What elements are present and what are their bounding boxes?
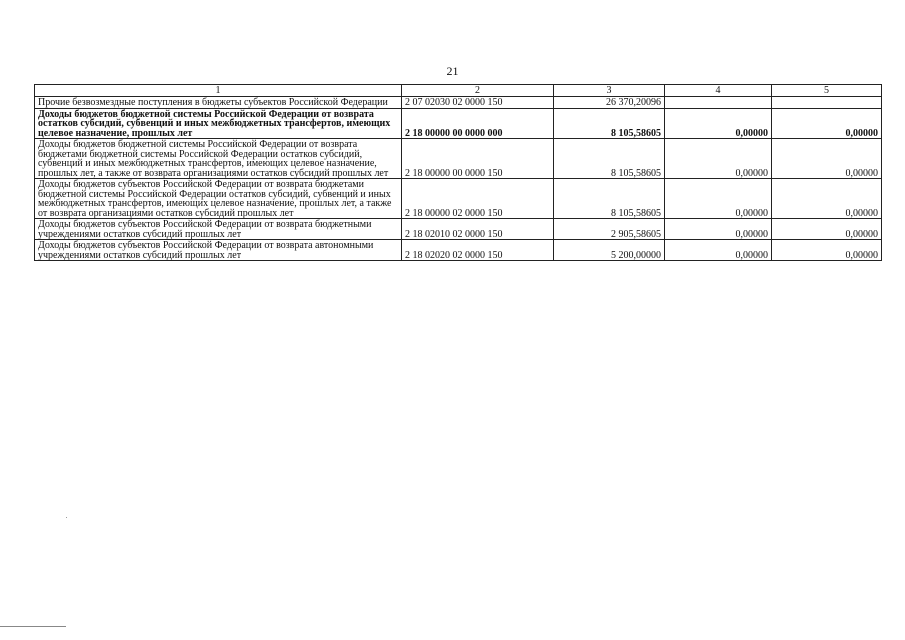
row-col3-cell: 26 370,20096 — [554, 97, 665, 109]
table-header-row — [35, 85, 882, 97]
column-header-4: 4 — [665, 85, 772, 97]
row-name-cell: Доходы бюджетов субъектов Российской Федерации от возврата бюджетами бюджетной системы Российской Федерации остатков субсидий, субвенций и иных межбюджетных трансфертов, имеющих целевое назначение, прошлых лет, а также от возврата организациями остатков субсидий прошлых лет — [35, 179, 402, 219]
row-col5-cell: 0,00000 — [772, 179, 882, 219]
table-row — [35, 179, 882, 219]
row-col4-cell: 0,00000 — [665, 108, 772, 139]
row-code-cell: 2 18 00000 00 0000 000 — [402, 108, 554, 139]
budget-revenue-table — [34, 84, 882, 261]
row-code-cell: 2 18 00000 02 0000 150 — [402, 179, 554, 219]
row-name-cell: Доходы бюджетов субъектов Российской Федерации от возврата бюджетными учреждениями остатков субсидий прошлых лет — [35, 219, 402, 240]
column-header-3: 3 — [554, 85, 665, 97]
row-col5-cell: 0,00000 — [772, 219, 882, 240]
column-header-2: 2 — [402, 85, 554, 97]
row-col4-cell: 0,00000 — [665, 179, 772, 219]
footnote-separator-line — [0, 626, 66, 627]
row-name-cell: Доходы бюджетов бюджетной системы Российской Федерации от возврата бюджетами бюджетной системы Российской Федерации остатков субсидий, субвенций и иных межбюджетных трансфертов, имеющих целевое назначение, прошлых лет, а также от возврата организациями остатков субсидий прошлых лет — [35, 139, 402, 179]
row-col4-cell: 0,00000 — [665, 240, 772, 261]
table-row — [35, 240, 882, 261]
row-name-cell: Доходы бюджетов субъектов Российской Федерации от возврата автономными учреждениями остатков субсидий прошлых лет — [35, 240, 402, 261]
row-col3-cell: 5 200,00000 — [554, 240, 665, 261]
page-number: 21 — [446, 64, 459, 78]
row-name-cell: Доходы бюджетов бюджетной системы Российской Федерации от возврата остатков субсидий, субвенций и иных межбюджетных трансфертов, имеющих целевое назначение, прошлых лет — [35, 108, 402, 139]
row-col4-cell: 0,00000 — [665, 139, 772, 179]
row-col5-cell: 0,00000 — [772, 139, 882, 179]
column-header-1: 1 — [35, 85, 402, 97]
table-row — [35, 139, 882, 179]
table-row — [35, 219, 882, 240]
row-col4-cell: 0,00000 — [665, 219, 772, 240]
row-name-cell: Прочие безвозмездные поступления в бюджеты субъектов Российской Федерации — [35, 97, 402, 109]
row-col5-cell: 0,00000 — [772, 108, 882, 139]
table-row — [35, 97, 882, 109]
row-col3-cell: 8 105,58605 — [554, 139, 665, 179]
row-code-cell: 2 18 02020 02 0000 150 — [402, 240, 554, 261]
row-code-cell: 2 18 02010 02 0000 150 — [402, 219, 554, 240]
row-code-cell: 2 07 02030 02 0000 150 — [402, 97, 554, 109]
row-col3-cell: 8 105,58605 — [554, 108, 665, 139]
table-row — [35, 108, 882, 139]
scan-artifact — [66, 517, 67, 518]
row-col3-cell: 2 905,58605 — [554, 219, 665, 240]
row-code-cell: 2 18 00000 00 0000 150 — [402, 139, 554, 179]
row-col3-cell: 8 105,58605 — [554, 179, 665, 219]
row-col5-cell: 0,00000 — [772, 240, 882, 261]
row-col4-cell — [665, 97, 772, 109]
row-col5-cell — [772, 97, 882, 109]
column-header-5: 5 — [772, 85, 882, 97]
